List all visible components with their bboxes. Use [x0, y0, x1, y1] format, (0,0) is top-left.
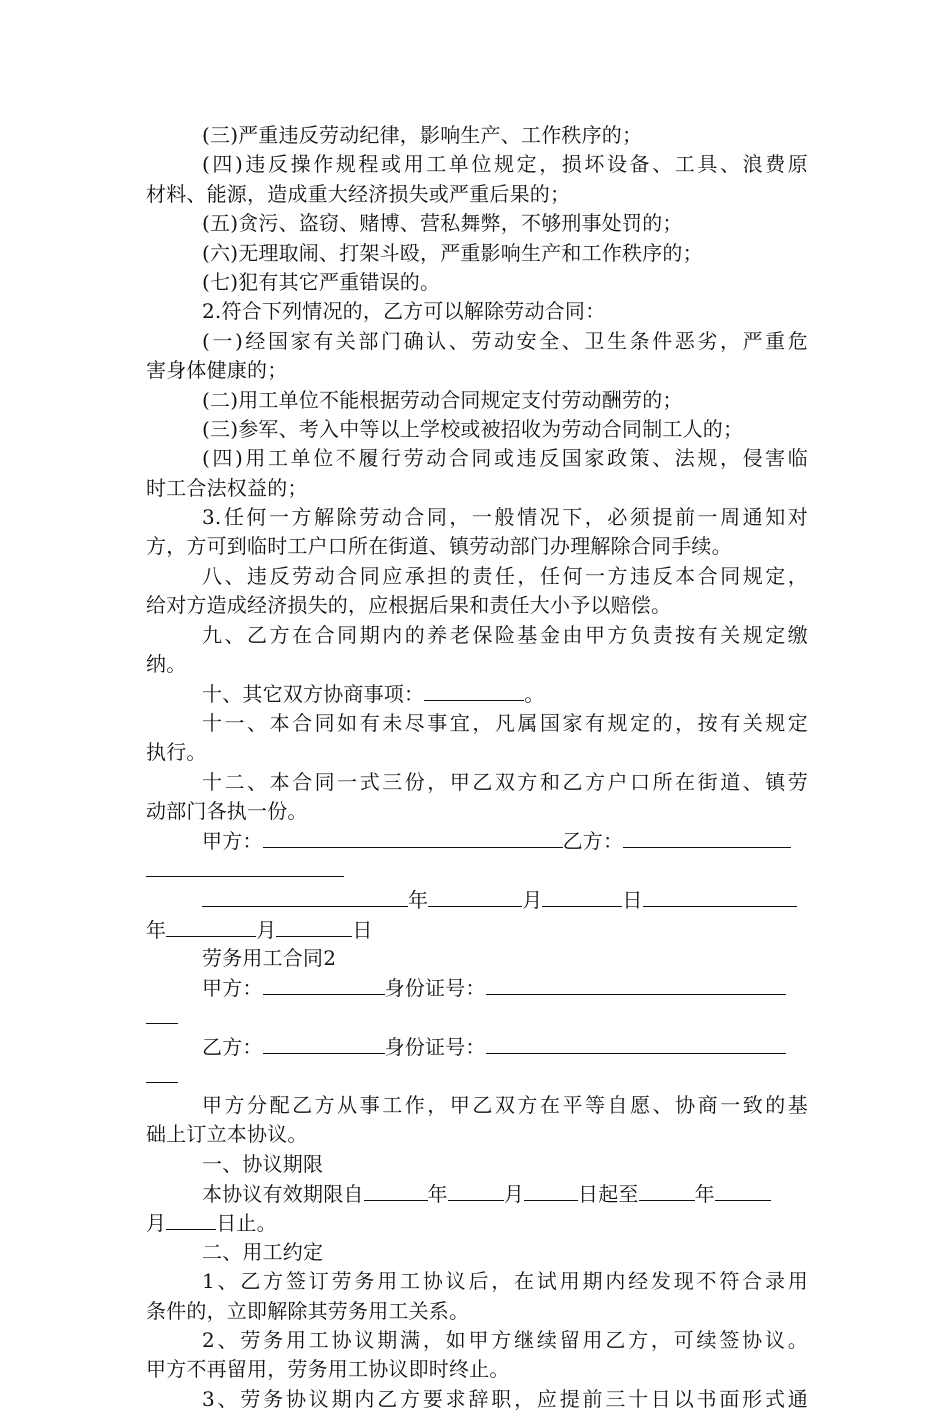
- blank-field: [524, 1179, 578, 1201]
- blank-field: [364, 1179, 428, 1201]
- blank-field: [263, 1032, 385, 1054]
- blank-field: [166, 915, 256, 937]
- blank-field: [146, 1064, 178, 1083]
- blank-field: [202, 885, 408, 907]
- id-number-blank: [486, 973, 786, 995]
- blank-field: [428, 885, 522, 907]
- party-a-blank: [263, 826, 563, 848]
- text-line: 执行。: [146, 740, 207, 765]
- signature-continuation: [146, 856, 808, 885]
- text-line: 十二、本合同一式三份，甲乙双方和乙方户口所在街道、镇劳: [202, 769, 808, 794]
- section-title: 劳务用工合同2: [202, 945, 337, 970]
- text-line: (三)严重违反劳动纪律，影响生产、工作秩序的；: [202, 123, 643, 147]
- text-line: 3.任何一方解除劳动合同，一般情况下，必须提前一周通知对: [202, 505, 808, 530]
- section-heading: 一、协议期限: [202, 1151, 324, 1176]
- text-line: (四)违反操作规程或用工单位规定，损坏设备、工具、浪费原: [202, 152, 808, 177]
- text-line: 甲方分配乙方从事工作，甲乙双方在平等自愿、协商一致的基: [202, 1092, 808, 1117]
- id-number-blank: [486, 1032, 786, 1054]
- term-line: 本协议有效期限自 年 月 日起至 年: [146, 1179, 808, 1208]
- text-line: (一)经国家有关部门确认、劳动安全、卫生条件恶劣，严重危: [202, 328, 808, 353]
- text-line: (六)无理取闹、打架斗殴，严重影响生产和工作秩序的；: [202, 240, 703, 265]
- text-line: 2.符合下列情况的，乙方可以解除劳动合同：: [202, 299, 606, 324]
- blank-field: [146, 1005, 178, 1024]
- blank-field: [146, 858, 344, 877]
- blank-field: [424, 679, 524, 701]
- text-line: 给对方造成经济损失的，应根据后果和责任大小予以赔偿。: [146, 593, 672, 618]
- term-line: 月 日止。: [146, 1208, 808, 1237]
- text-line: 害身体健康的；: [146, 358, 288, 383]
- party-b-continuation: [146, 1062, 808, 1091]
- party-b-blank: [623, 826, 791, 848]
- text-line: 甲方不再留用，劳务用工协议即时终止。: [146, 1357, 510, 1382]
- date-line: 年 月 日: [146, 915, 808, 944]
- document-page: [146, 121, 808, 1414]
- text-line: (三)参军、考入中等以上学校或被招收为劳动合同制工人的；: [202, 416, 744, 441]
- text-line: 础上订立本协议。: [146, 1122, 308, 1147]
- text-line: 时工合法权益的；: [146, 475, 308, 500]
- party-b-line: 乙方： 身份证号：: [146, 1032, 808, 1061]
- text-line: 3、劳务协议期内乙方要求辞职，应提前三十日以书面形式通: [202, 1386, 808, 1411]
- text-line: 十一、本合同如有未尽事宜，凡属国家有规定的，按有关规定: [202, 710, 808, 735]
- blank-field: [639, 1179, 695, 1201]
- blank-field: [643, 885, 797, 907]
- signature-line: 甲方： 乙方：: [146, 826, 808, 855]
- blank-field: [542, 885, 622, 907]
- blank-field: [276, 915, 352, 937]
- text-line: (五)贪污、盗窃、赌博、营私舞弊，不够刑事处罚的；: [202, 211, 683, 236]
- text-line: (四)用工单位不履行劳动合同或违反国家政策、法规，侵害临: [202, 446, 808, 471]
- text-line: 纳。: [146, 652, 187, 677]
- text-line: 2、劳务用工协议期满，如甲方继续留用乙方，可续签协议。: [202, 1328, 808, 1353]
- date-line: 年 月 日: [146, 885, 808, 914]
- text-line: 八、违反劳动合同应承担的责任，任何一方违反本合同规定，: [202, 563, 808, 588]
- party-a-line: 甲方： 身份证号：: [146, 973, 808, 1002]
- text-line: (二)用工单位不能根据劳动合同规定支付劳动酬劳的；: [202, 387, 683, 412]
- blank-field: [448, 1179, 504, 1201]
- other-matters-line: 十、其它双方协商事项： 。: [146, 679, 808, 708]
- text-line: 方，方可到临时工户口所在街道、镇劳动部门办理解除合同手续。: [146, 534, 732, 559]
- text-line: (七)犯有其它严重错误的。: [202, 269, 441, 294]
- blank-field: [166, 1208, 216, 1230]
- blank-field: [263, 973, 385, 995]
- text-line: 1、乙方签订劳务用工协议后，在试用期内经发现不符合录用: [202, 1269, 808, 1294]
- blank-field: [715, 1179, 771, 1201]
- text-line: 动部门各执一份。: [146, 798, 308, 823]
- section-heading: 二、用工约定: [202, 1239, 324, 1264]
- text-line: 材料、能源，造成重大经济损失或严重后果的；: [146, 181, 571, 206]
- text-line: 条件的，立即解除其劳务用工关系。: [146, 1298, 470, 1323]
- text-line: 九、乙方在合同期内的养老保险基金由甲方负责按有关规定缴: [202, 622, 808, 647]
- party-a-continuation: [146, 1003, 808, 1032]
